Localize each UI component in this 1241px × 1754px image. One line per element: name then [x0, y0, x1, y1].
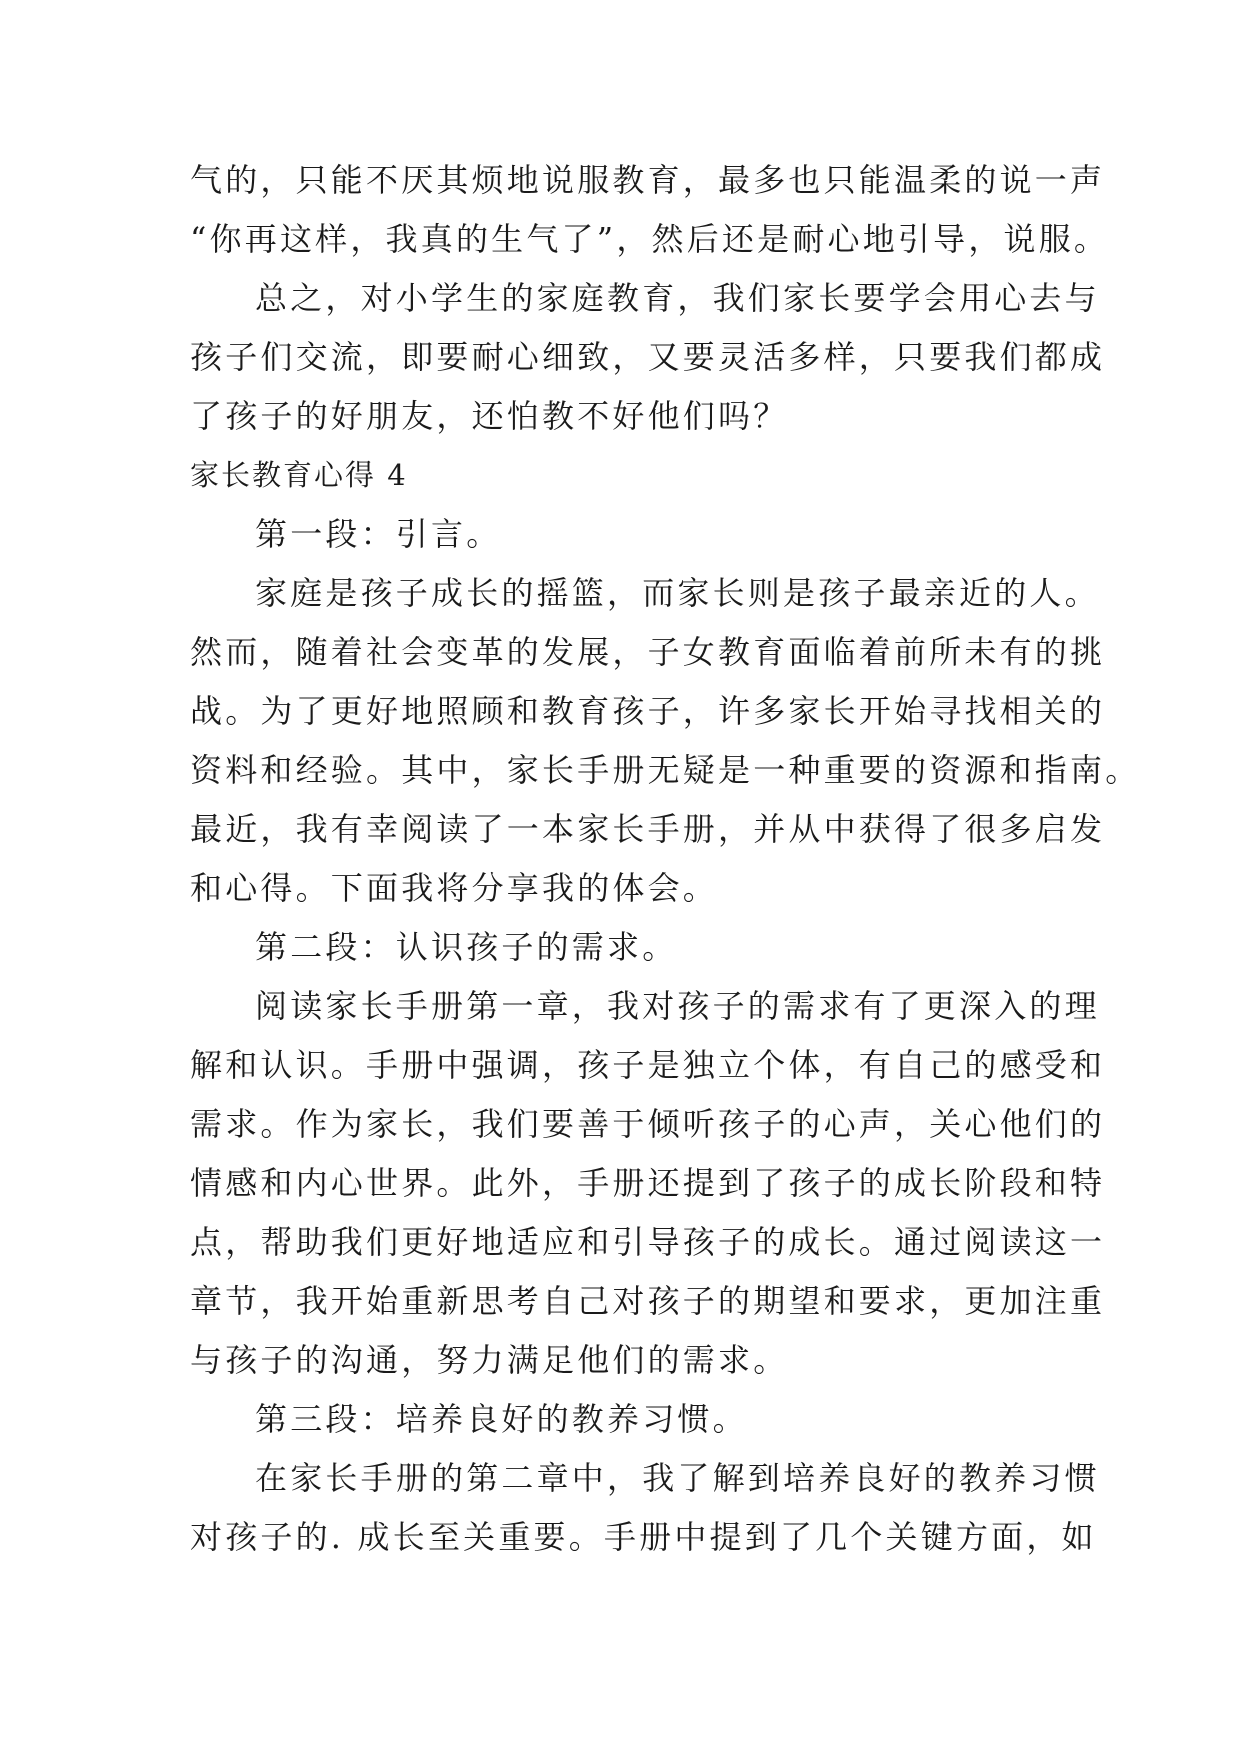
body-text-line: 和心得。下面我将分享我的体会。	[190, 869, 719, 907]
body-text-line: 资料和经验。其中，家长手册无疑是一种重要的资源和指南。	[190, 751, 1141, 789]
body-text-line: 然而，随着社会变革的发展，子女教育面临着前所未有的挑	[190, 633, 1106, 671]
body-text-line: 情感和内心世界。此外，手册还提到了孩子的成长阶段和特	[190, 1164, 1106, 1202]
body-text-line: 孩子们交流，即要耐心细致，又要灵活多样，只要我们都成	[190, 338, 1106, 376]
body-text-line: 点，帮助我们更好地适应和引导孩子的成长。通过阅读这一	[190, 1223, 1106, 1261]
body-text-line: 解和认识。手册中强调，孩子是独立个体，有自己的感受和	[190, 1046, 1106, 1084]
body-text-line: 最近，我有幸阅读了一本家长手册，并从中获得了很多启发	[190, 810, 1106, 848]
section-heading: 家长教育心得 4	[190, 458, 408, 492]
paragraph-first-line: 总之，对小学生的家庭教育，我们家长要学会用心去与	[255, 279, 1100, 317]
body-text-line: 章节，我开始重新思考自己对孩子的期望和要求，更加注重	[190, 1282, 1106, 1320]
body-text-line: 与孩子的沟通，努力满足他们的需求。	[190, 1341, 789, 1379]
paragraph-first-line: 在家长手册的第二章中，我了解到培养良好的教养习惯	[255, 1459, 1100, 1497]
body-text-line: “你再这样，我真的生气了”，然后还是耐心地引导，说服。	[190, 220, 1110, 258]
subsection-title: 第一段：引言。	[255, 515, 502, 553]
body-text-line: 对孩子的. 成长至关重要。手册中提到了几个关键方面，如	[190, 1518, 1097, 1556]
body-text-line: 需求。作为家长，我们要善于倾听孩子的心声，关心他们的	[190, 1105, 1106, 1143]
paragraph-first-line: 家庭是孩子成长的摇篮，而家长则是孩子最亲近的人。	[255, 574, 1100, 612]
subsection-title: 第二段：认识孩子的需求。	[255, 928, 678, 966]
body-text-line: 了孩子的好朋友，还怕教不好他们吗？	[190, 397, 789, 435]
body-text-line: 战。为了更好地照顾和教育孩子，许多家长开始寻找相关的	[190, 692, 1106, 730]
subsection-title: 第三段：培养良好的教养习惯。	[255, 1400, 748, 1438]
body-text-line: 气的，只能不厌其烦地说服教育，最多也只能温柔的说一声	[190, 161, 1106, 199]
paragraph-first-line: 阅读家长手册第一章，我对孩子的需求有了更深入的理	[255, 987, 1100, 1025]
